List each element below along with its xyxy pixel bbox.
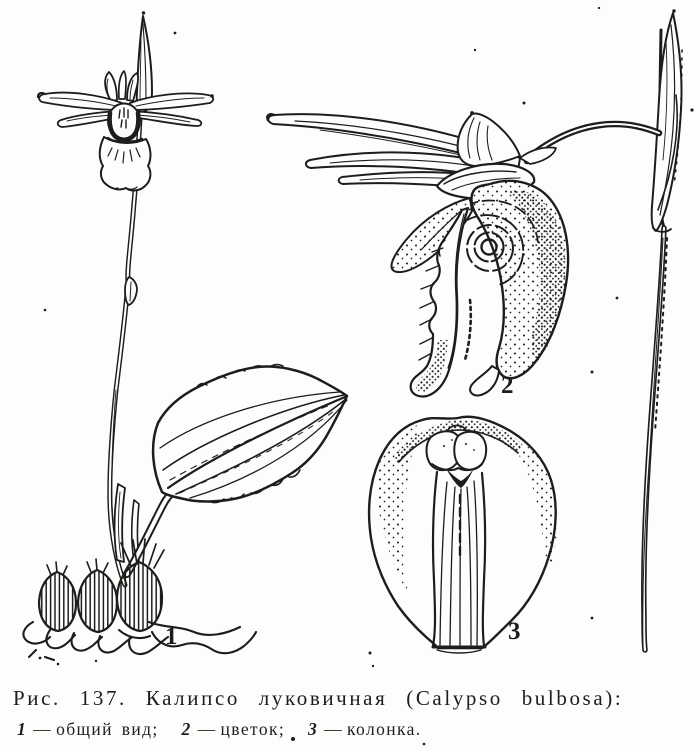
legend-num-2: 2 bbox=[181, 719, 192, 739]
part-label-1: 1 bbox=[165, 623, 178, 650]
legend-dash-1: — bbox=[33, 719, 53, 739]
part-label-3: 3 bbox=[508, 618, 521, 645]
fig1-flower bbox=[38, 71, 214, 190]
legend-label-1: общий вид; bbox=[56, 719, 159, 739]
figure-legend bbox=[17, 719, 677, 740]
caption-figure-number: Рис. 137. bbox=[13, 686, 127, 710]
legend-dash-3: — bbox=[324, 719, 344, 739]
fig1-whole-plant bbox=[23, 11, 347, 665]
fig1-leaf-blade bbox=[153, 365, 347, 503]
legend-dash-2: — bbox=[197, 719, 217, 739]
legend-label-3: колонка. bbox=[347, 719, 422, 739]
figure-caption bbox=[13, 686, 689, 711]
fig1-bulbs bbox=[39, 539, 164, 632]
part-label-2: 2 bbox=[501, 372, 514, 399]
caption-title-russian: Калипсо луковичная bbox=[145, 686, 388, 710]
fig2-flower bbox=[267, 111, 659, 399]
right-stem-leaf bbox=[652, 9, 682, 232]
legend-num-3: 3 bbox=[307, 719, 319, 739]
right-stem bbox=[643, 9, 682, 650]
legend-num-1: 1 bbox=[17, 719, 28, 739]
fig3-column bbox=[369, 417, 557, 653]
legend-item-3 bbox=[308, 719, 422, 739]
legend-item-1 bbox=[17, 719, 159, 739]
legend-label-2: цветок; bbox=[220, 719, 286, 739]
legend-item-2 bbox=[181, 719, 285, 739]
caption-title-latin: (Calypso bulbosa): bbox=[406, 686, 624, 710]
